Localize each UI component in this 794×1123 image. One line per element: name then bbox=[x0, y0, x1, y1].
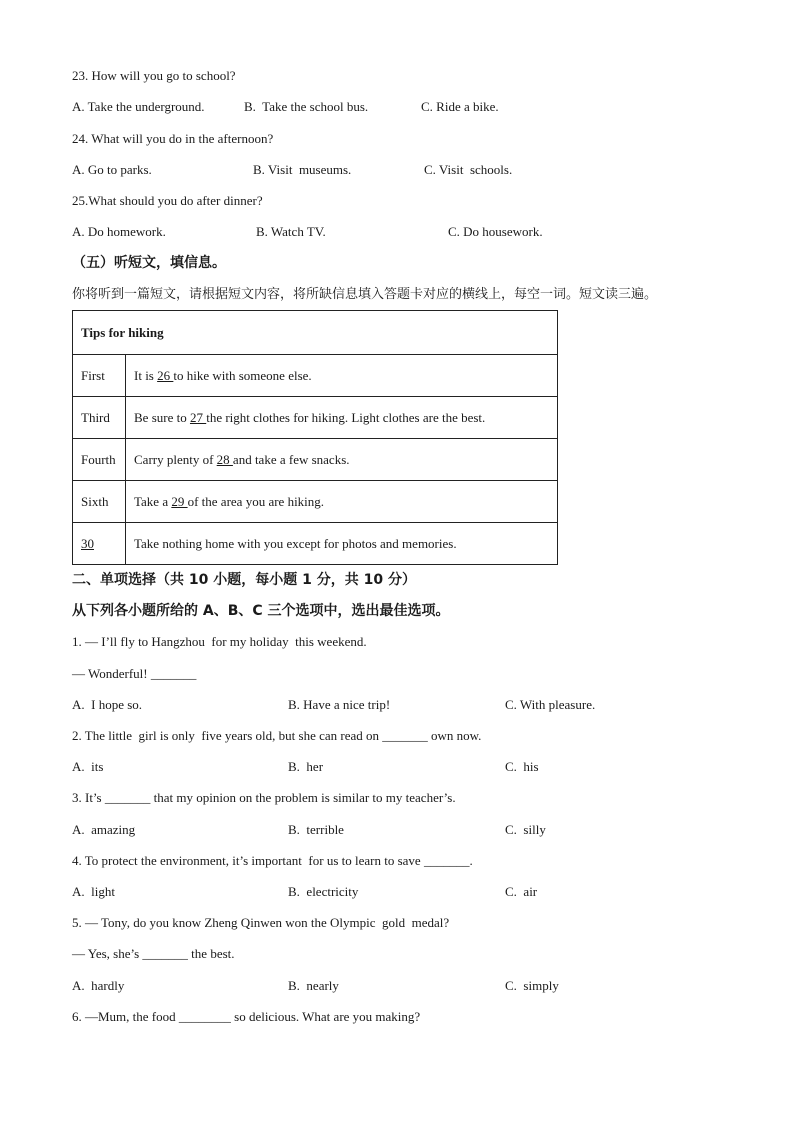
mcq-3-option-c: C. silly bbox=[505, 822, 546, 837]
row-content bbox=[126, 481, 558, 523]
row-label: Sixth bbox=[73, 481, 126, 523]
row-text-after: the right clothes for hiking. Light clothes are the best. bbox=[206, 409, 486, 425]
mcq-4-option-c: C. air bbox=[505, 884, 538, 899]
row-content bbox=[126, 355, 558, 397]
section-2-instruction: 从下列各小题所给的 A、B、C 三个选项中，选出最佳选项。 bbox=[72, 603, 450, 619]
row-label: Fourth bbox=[73, 439, 126, 481]
mcq-3-option-b: B. terrible bbox=[288, 822, 344, 837]
table-row bbox=[73, 481, 558, 523]
mcq-1-question: 1. — I’ll fly to Hangzhou for my holiday this weekend. bbox=[72, 634, 367, 649]
mcq-6-question: 6. —Mum, the food ________ so delicious. What are you making? bbox=[72, 1009, 421, 1024]
row-content bbox=[126, 397, 558, 439]
question-23-option-c: C. Ride a bike. bbox=[421, 99, 499, 114]
question-24-option-b: B. Visit museums. bbox=[253, 162, 352, 177]
row-text-before: It is bbox=[134, 367, 158, 383]
row-label bbox=[73, 523, 126, 565]
table-row bbox=[73, 439, 558, 481]
mcq-1-option-c: C. With pleasure. bbox=[505, 697, 596, 712]
mcq-2-option-b: B. her bbox=[288, 759, 324, 774]
mcq-2-option-c: C. his bbox=[505, 759, 539, 774]
row-label: Third bbox=[73, 397, 126, 439]
mcq-5-option-a: A. hardly bbox=[72, 978, 125, 993]
row-text-after: of the area you are hiking. bbox=[187, 493, 325, 509]
section-5-heading: （五）听短文，填信息。 bbox=[72, 255, 226, 271]
mcq-2-question: 2. The little girl is only five years old, but she can read on _______ own now. bbox=[72, 728, 482, 743]
mcq-1-option-b: B. Have a nice trip! bbox=[288, 697, 391, 712]
mcq-5-option-b: B. nearly bbox=[288, 978, 339, 993]
question-24-option-a: A. Go to parks. bbox=[72, 162, 152, 177]
row-text-before: Take a bbox=[134, 493, 172, 509]
table-title: Tips for hiking bbox=[73, 311, 558, 355]
mcq-4-option-a: A. light bbox=[72, 884, 115, 899]
table-row bbox=[73, 397, 558, 439]
mcq-5-option-c: C. simply bbox=[505, 978, 559, 993]
mcq-4-option-b: B. electricity bbox=[288, 884, 359, 899]
table-title-row bbox=[73, 311, 558, 355]
answer-blank-27: 27 bbox=[189, 409, 207, 425]
row-text-before: Be sure to bbox=[134, 409, 190, 425]
mcq-4-question: 4. To protect the environment, it’s important for us to learn to save _______. bbox=[72, 853, 473, 868]
row-content bbox=[126, 439, 558, 481]
row-content: Take nothing home with you except for photos and memories. bbox=[126, 523, 558, 565]
question-24: 24. What will you do in the afternoon? bbox=[72, 131, 274, 146]
question-25-option-b: B. Watch TV. bbox=[256, 224, 326, 239]
section-5-instruction: 你将听到一篇短文，请根据短文内容，将所缺信息填入答题卡对应的横线上，每空一词。短文读三遍。 bbox=[72, 287, 658, 302]
mcq-5-reply: — Yes, she’s _______ the best. bbox=[72, 946, 235, 961]
row-text-after: and take a few snacks. bbox=[232, 451, 350, 467]
mcq-2-option-a: A. its bbox=[72, 759, 104, 774]
section-2-heading: 二、单项选择（共 10 小题，每小题 1 分，共 10 分） bbox=[72, 572, 416, 588]
answer-blank-26: 26 bbox=[157, 367, 174, 383]
question-23: 23. How will you go to school? bbox=[72, 68, 236, 83]
table-row bbox=[73, 523, 558, 565]
answer-blank-30: 30 bbox=[81, 535, 94, 551]
question-25: 25.What should you do after dinner? bbox=[72, 193, 263, 208]
question-25-option-c: C. Do housework. bbox=[448, 224, 543, 239]
question-23-option-a: A. Take the underground. bbox=[72, 99, 205, 114]
tips-table bbox=[72, 310, 558, 565]
question-25-option-a: A. Do homework. bbox=[72, 224, 166, 239]
answer-blank-29: 29 bbox=[171, 493, 188, 509]
table-row bbox=[73, 355, 558, 397]
mcq-3-question: 3. It’s _______ that my opinion on the problem is similar to my teacher’s. bbox=[72, 790, 456, 805]
mcq-1-option-a: A. I hope so. bbox=[72, 697, 143, 712]
row-text-after: to hike with someone else. bbox=[173, 367, 312, 383]
question-24-option-c: C. Visit schools. bbox=[424, 162, 513, 177]
mcq-3-option-a: A. amazing bbox=[72, 822, 136, 837]
mcq-5-question: 5. — Tony, do you know Zheng Qinwen won the Olympic gold medal? bbox=[72, 915, 450, 930]
mcq-1-reply: — Wonderful! _______ bbox=[72, 666, 197, 681]
answer-blank-28: 28 bbox=[216, 451, 233, 467]
question-23-option-b: B. Take the school bus. bbox=[244, 99, 369, 114]
row-label: First bbox=[73, 355, 126, 397]
row-text-before: Carry plenty of bbox=[134, 451, 217, 467]
